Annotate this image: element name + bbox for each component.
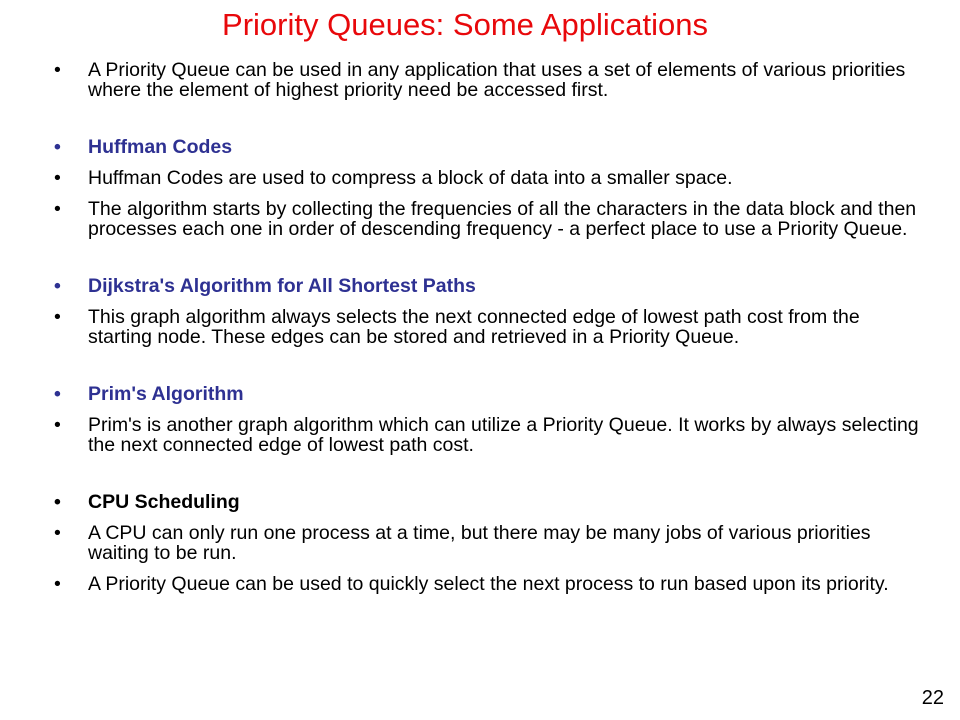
list-item-prim-desc	[54, 415, 924, 455]
item-text: The algorithm starts by collecting the frequencies of all the characters in the data block and then processes each one in order of descending frequency - a perfect place to use a Priority Queue.	[88, 198, 917, 240]
bullet-icon: •	[54, 414, 61, 436]
bullet-icon: •	[54, 522, 61, 544]
bullet-icon: •	[54, 198, 61, 220]
item-text: A Priority Queue can be used in any application that uses a set of elements of various priorities where the element of highest priority need be accessed first.	[88, 59, 906, 101]
item-text: Huffman Codes	[88, 136, 233, 158]
bullet-icon: •	[54, 136, 61, 158]
list-item-huffman-algorithm	[54, 199, 924, 239]
bullet-icon: •	[54, 383, 61, 405]
item-text: A CPU can only run one process at a time, but there may be many jobs of various priorities waiting to be run.	[88, 522, 871, 564]
slide-title: Priority Queues: Some Applications	[222, 7, 708, 42]
bullet-icon: •	[54, 573, 61, 595]
item-text: Prim's Algorithm	[88, 383, 244, 405]
list-item-cpu-priority	[54, 574, 924, 594]
bullet-icon: •	[54, 306, 61, 328]
bullet-list	[54, 60, 924, 594]
item-text: Dijkstra's Algorithm for All Shortest Paths	[88, 275, 476, 297]
list-item-huffman-desc	[54, 168, 924, 188]
item-text: This graph algorithm always selects the next connected edge of lowest path cost from the starting node. These edges can be stored and retrieved in a Priority Queue.	[88, 306, 860, 348]
item-text: Prim's is another graph algorithm which can utilize a Priority Queue. It works by always selecting the next connected edge of lowest path cost.	[88, 414, 919, 456]
page-number: 22	[921, 687, 944, 709]
list-item-heading-cpu	[54, 492, 924, 512]
list-item-cpu-desc	[54, 523, 924, 563]
list-item-heading-huffman	[54, 137, 924, 157]
list-item-heading-dijkstra	[54, 276, 924, 296]
bullet-icon: •	[54, 491, 61, 513]
item-text: CPU Scheduling	[88, 491, 240, 513]
list-item-dijkstra-desc	[54, 307, 924, 347]
bullet-icon: •	[54, 275, 61, 297]
list-item-heading-prim	[54, 384, 924, 404]
bullet-icon: •	[54, 167, 61, 189]
bullet-icon: •	[54, 59, 61, 81]
item-text: A Priority Queue can be used to quickly select the next process to run based upon its priority.	[88, 573, 889, 595]
list-item-intro	[54, 60, 924, 100]
item-text: Huffman Codes are used to compress a block of data into a smaller space.	[88, 167, 733, 189]
